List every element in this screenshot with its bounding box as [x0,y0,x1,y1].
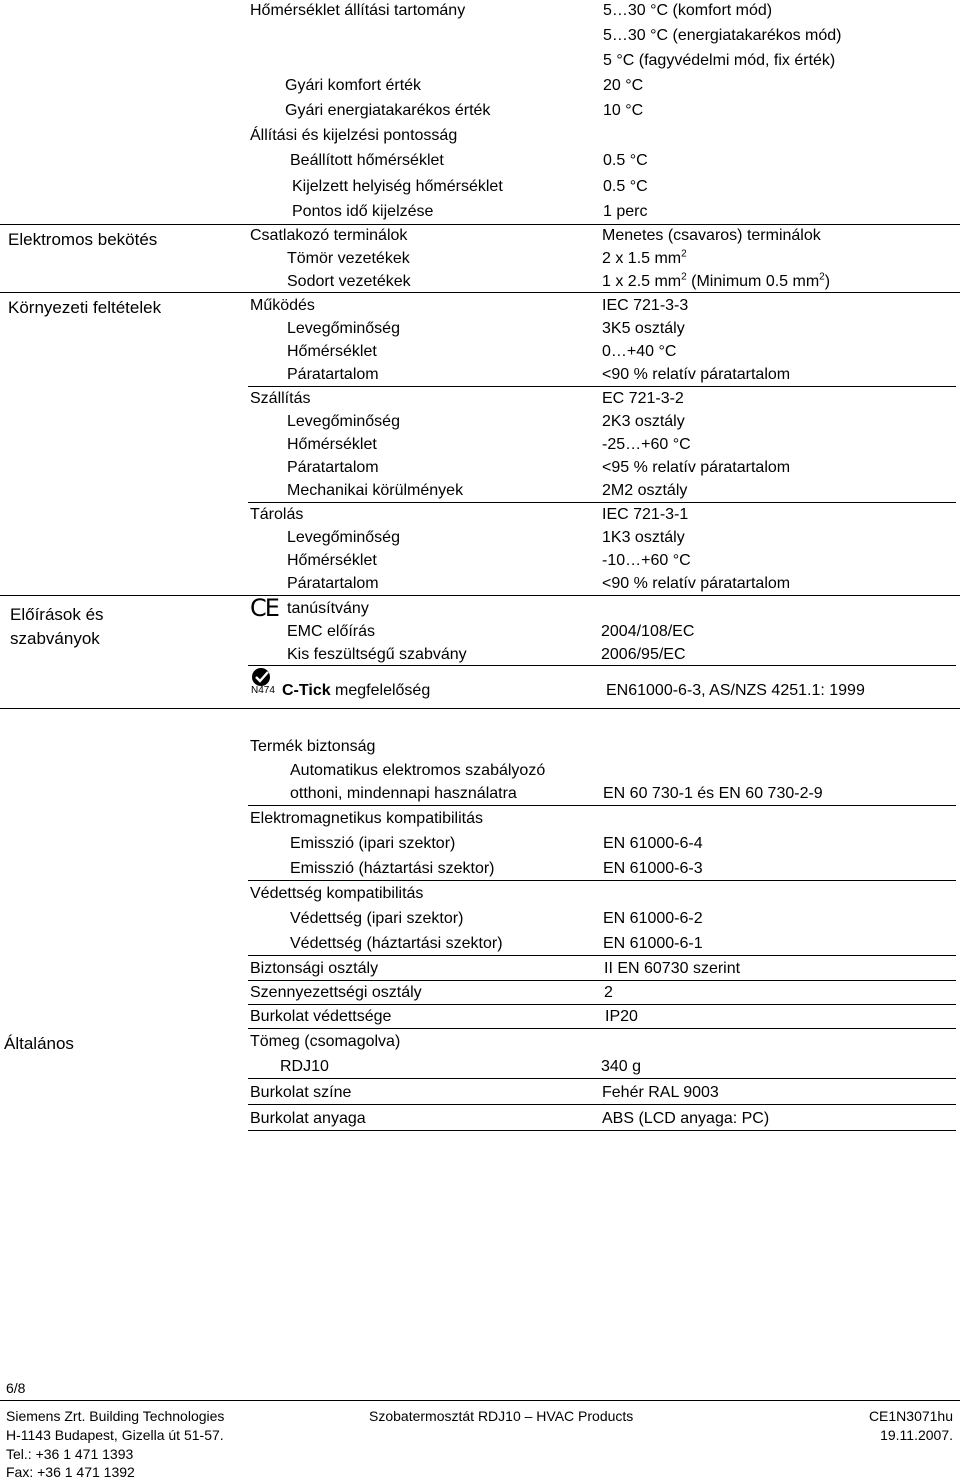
terminals-value: Menetes (csavaros) terminálok [602,227,821,244]
setpoint-range-frost: 5 °C (fagyvédelmi mód, fix érték) [603,52,836,69]
emission-industrial-value: EN 61000-6-4 [603,835,703,852]
section-divider [0,708,960,709]
product-safety-heading: Termék biztonság [250,738,376,755]
comfort-default-label: Gyári komfort érték [285,77,422,94]
operation-temp-value: 0…+40 °C [602,343,677,360]
set-temp-label: Beállított hőmérséklet [290,152,444,169]
setpoint-range-comfort: 5…30 °C (komfort mód) [603,2,773,19]
row-divider [248,955,956,956]
row-divider [248,980,956,981]
transport-humidity-label: Páratartalom [287,459,379,476]
transport-air-label: Levegőminőség [287,413,400,430]
row-divider [248,665,956,666]
storage-air-value: 1K3 osztály [602,529,685,546]
row-divider [248,502,956,503]
weight-model: RDJ10 [280,1058,329,1075]
transport-temp-label: Hőmérséklet [287,436,377,453]
housing-color-value: Fehér RAL 9003 [602,1084,719,1101]
operation-temp-label: Hőmérséklet [287,343,377,360]
eco-default-label: Gyári energiatakarékos érték [285,102,491,119]
row-divider [248,1130,956,1131]
category-environment: Környezeti feltételek [8,298,162,317]
emission-household-value: EN 61000-6-3 [603,860,703,877]
emission-industrial-label: Emisszió (ipari szektor) [290,835,456,852]
transport-label: Szállítás [250,390,311,407]
c-tick-label: C-Tick megfelelőség [282,682,431,699]
footer-divider [0,1400,960,1401]
housing-material-label: Burkolat anyaga [250,1110,366,1127]
solid-wire-value: 2 x 1.5 $mm^2$ [602,248,687,267]
footer-fax: Fax: +36 1 471 1392 [6,1464,135,1480]
ce-label: tanúsítvány [287,600,369,617]
setpoint-range-label: Hőmérséklet állítási tartomány [250,2,466,19]
comfort-default-value: 20 °C [603,77,644,94]
housing-protection-value: IP20 [605,1008,638,1025]
transport-humidity-value: <95 % relatív páratartalom [602,459,791,476]
c-tick-code: N474 [251,685,275,696]
emc-heading: Elektromagnetikus kompatibilitás [250,810,483,827]
storage-value: IEC 721-3-1 [602,506,689,523]
operation-humidity-value: <90 % relatív páratartalom [602,366,791,383]
row-divider [248,805,956,806]
room-temp-value: 0.5 °C [603,178,648,195]
transport-mechanical-label: Mechanikai körülmények [287,482,464,499]
category-general: Általános [4,1034,74,1053]
stranded-wire-label: Sodort vezetékek [287,273,411,290]
safety-class-label: Biztonsági osztály [250,960,379,977]
operation-air-label: Levegőminőség [287,320,400,337]
footer-address: H-1143 Budapest, Gizella út 51-57. [6,1427,224,1443]
immunity-household-value: EN 61000-6-1 [603,935,703,952]
row-divider [248,1004,956,1005]
operation-value: IEC 721-3-3 [602,297,689,314]
solid-wire-label: Tömör vezetékek [287,250,410,267]
immunity-industrial-value: EN 61000-6-2 [603,910,703,927]
immunity-industrial-label: Védettség (ipari szektor) [290,910,464,927]
section-divider [0,292,960,293]
auto-control-line1: Automatikus elektromos szabályozó [290,762,546,779]
section-divider [0,224,960,225]
storage-humidity-value: <90 % relatív páratartalom [602,575,791,592]
storage-label: Tárolás [250,506,304,523]
ce-mark-icon: CE [250,594,278,622]
emc-label: EMC előírás [287,623,376,640]
page-number: 6/8 [6,1380,26,1396]
safety-class-value: II EN 60730 szerint [604,960,741,977]
c-tick-value: EN61000-6-3, AS/NZS 4251.1: 1999 [606,682,865,699]
operation-label: Működés [250,297,315,314]
weight-label: Tömeg (csomagolva) [250,1033,401,1050]
pollution-class-label: Szennyezettségi osztály [250,984,422,1001]
footer-date: 19.11.2007. [880,1427,953,1443]
terminals-label: Csatlakozó terminálok [250,227,408,244]
stranded-wire-value: 1 x 2.5 $mm^2$ (Minimum 0.5 $mm^2$) [602,271,831,290]
low-voltage-value: 2006/95/EC [601,646,686,663]
auto-control-value: EN 60 730-1 és EN 60 730-2-9 [603,785,823,802]
footer-doc-code: CE1N3071hu [868,1408,953,1424]
set-temp-value: 0.5 °C [603,152,648,169]
operation-air-value: 3K5 osztály [602,320,685,337]
setpoint-range-eco: 5…30 °C (energiatakarékos mód) [603,27,842,44]
row-divider [248,1104,956,1105]
immunity-heading: Védettség kompatibilitás [250,885,424,902]
auto-control-line2: otthoni, mindennapi használatra [290,785,517,802]
row-divider [248,1028,956,1029]
operation-humidity-label: Páratartalom [287,366,379,383]
footer-tel: Tel.: +36 1 471 1393 [6,1446,134,1462]
room-temp-label: Kijelzett helyiség hőmérséklet [292,178,503,195]
accuracy-heading: Állítási és kijelzési pontosság [250,127,458,144]
category-electrical: Elektromos bekötés [8,230,158,249]
low-voltage-label: Kis feszültségű szabvány [287,646,467,663]
weight-value: 340 g [601,1058,642,1075]
footer-product: Szobatermosztát RDJ10 – HVAC Products [369,1408,634,1424]
row-divider [248,1078,956,1079]
transport-air-value: 2K3 osztály [602,413,685,430]
transport-mechanical-value: 2M2 osztály [602,482,688,499]
row-divider [248,880,956,881]
footer-company: Siemens Zrt. Building Technologies [6,1408,225,1424]
eco-default-value: 10 °C [603,102,644,119]
housing-protection-label: Burkolat védettsége [250,1008,392,1025]
storage-humidity-label: Páratartalom [287,575,379,592]
row-divider [248,386,956,387]
storage-air-label: Levegőminőség [287,529,400,546]
storage-temp-value: -10…+60 °C [602,552,691,569]
emission-household-label: Emisszió (háztartási szektor) [290,860,495,877]
section-divider [0,595,960,596]
pollution-class-value: 2 [604,984,613,1001]
transport-temp-value: -25…+60 °C [602,436,691,453]
time-display-value: 1 perc [603,203,648,220]
transport-value: EC 721-3-2 [602,390,684,407]
housing-color-label: Burkolat színe [250,1084,352,1101]
emc-value: 2004/108/EC [601,623,695,640]
category-standards: Előírások és szabványok [10,605,104,648]
storage-temp-label: Hőmérséklet [287,552,377,569]
immunity-household-label: Védettség (háztartási szektor) [290,935,503,952]
housing-material-value: ABS (LCD anyaga: PC) [602,1110,770,1127]
c-tick-icon [250,667,274,687]
time-display-label: Pontos idő kijelzése [292,203,434,220]
